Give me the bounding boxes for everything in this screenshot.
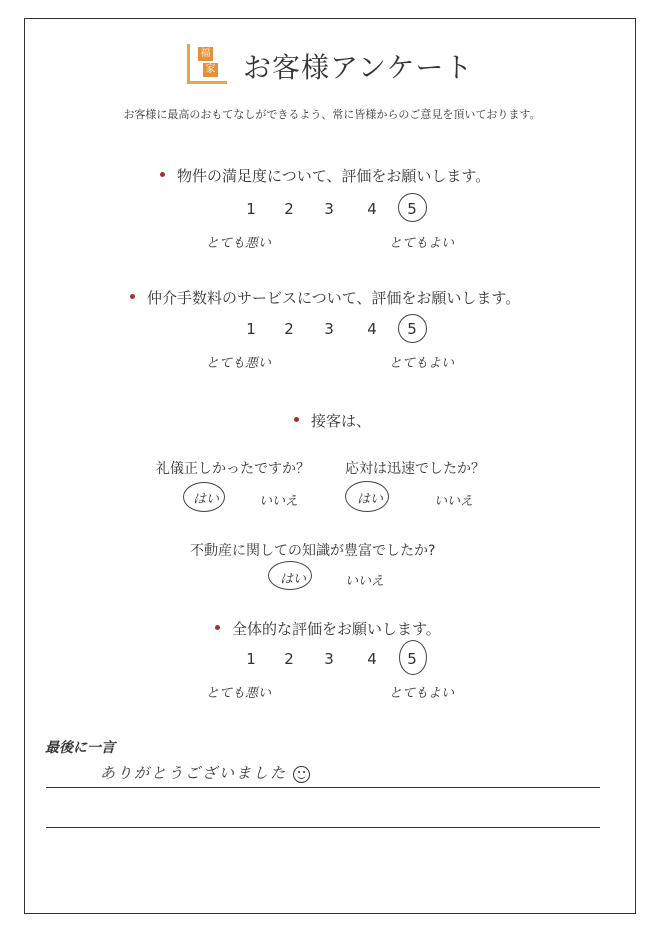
intro-text: お客様に最高のおもてなしができるよう、常に皆様からのご意見を頂いております。 bbox=[123, 108, 541, 121]
rating-option-4[interactable]: 4 bbox=[367, 650, 377, 668]
rating-option-4[interactable]: 4 bbox=[367, 320, 377, 338]
rating-option-2[interactable]: 2 bbox=[284, 650, 294, 668]
rating-option-3[interactable]: 3 bbox=[324, 320, 334, 338]
bullet-icon bbox=[215, 625, 220, 630]
rating-option-1[interactable]: 1 bbox=[246, 320, 256, 338]
rating-option-4[interactable]: 4 bbox=[367, 200, 377, 218]
question-1-text: 物件の満足度について、評価をお願いします。 bbox=[177, 167, 491, 185]
question-1 bbox=[160, 165, 490, 186]
scale-high-label: とてもよい bbox=[389, 236, 455, 251]
answer-no-3a[interactable]: いいえ bbox=[259, 494, 299, 509]
rating-option-1[interactable]: 1 bbox=[246, 200, 256, 218]
selection-circle bbox=[398, 314, 427, 343]
selection-circle bbox=[183, 482, 225, 512]
rating-option-5[interactable]: 5 bbox=[407, 650, 417, 668]
rating-scale-2 bbox=[0, 320, 664, 340]
logo-bottom-char: 家 bbox=[203, 63, 218, 77]
question-2 bbox=[130, 287, 520, 308]
comment-line bbox=[46, 787, 600, 788]
rating-option-2[interactable]: 2 bbox=[284, 200, 294, 218]
rating-option-5[interactable]: 5 bbox=[407, 320, 417, 338]
answer-no-3c[interactable]: いいえ bbox=[345, 574, 385, 589]
answer-yes-3b[interactable]: はい bbox=[357, 492, 384, 507]
answer-yes-3c[interactable]: はい bbox=[280, 572, 307, 587]
logo-top-char: 福 bbox=[198, 47, 213, 61]
rating-option-3[interactable]: 3 bbox=[324, 650, 334, 668]
bullet-icon bbox=[294, 417, 299, 422]
selection-circle bbox=[399, 640, 427, 675]
rating-option-2[interactable]: 2 bbox=[284, 320, 294, 338]
scale-high-label: とてもよい bbox=[389, 686, 455, 701]
question-2-text: 仲介手数料のサービスについて、評価をお願いします。 bbox=[147, 289, 521, 307]
selection-circle bbox=[345, 481, 389, 512]
rating-option-5[interactable]: 5 bbox=[407, 200, 417, 218]
selection-circle bbox=[398, 193, 427, 222]
comment-line bbox=[46, 827, 600, 828]
comment-text: ありがとうございました bbox=[100, 764, 288, 782]
scale-low-label: とても悪い bbox=[206, 356, 272, 371]
rating-scale-4 bbox=[0, 650, 664, 670]
answer-yes-3a[interactable]: はい bbox=[193, 492, 220, 507]
company-logo bbox=[187, 44, 227, 84]
page-title: お客様アンケート bbox=[243, 51, 474, 84]
bullet-icon bbox=[130, 294, 135, 299]
answer-no-3b[interactable]: いいえ bbox=[434, 494, 474, 509]
scale-low-label: とても悪い bbox=[206, 686, 272, 701]
question-3b-text: 応対は迅速でしたか？ bbox=[345, 461, 485, 477]
question-4-text: 全体的な評価をお願いします。 bbox=[232, 620, 441, 638]
rating-scale-1 bbox=[0, 200, 664, 220]
rating-option-3[interactable]: 3 bbox=[324, 200, 334, 218]
selection-circle bbox=[268, 561, 312, 590]
smiley-icon bbox=[293, 766, 310, 783]
comment-label: 最後に一言 bbox=[45, 740, 115, 756]
bullet-icon bbox=[160, 172, 165, 177]
question-3a-text: 礼儀正しかったですか？ bbox=[156, 461, 310, 477]
scale-high-label: とてもよい bbox=[389, 356, 455, 371]
question-4 bbox=[215, 618, 441, 639]
scale-low-label: とても悪い bbox=[206, 236, 272, 251]
rating-option-1[interactable]: 1 bbox=[246, 650, 256, 668]
question-3 bbox=[294, 410, 371, 431]
question-3c-text: 不動産に関しての知識が豊富でしたか? bbox=[190, 543, 436, 559]
question-3-text: 接客は、 bbox=[311, 412, 372, 430]
comment-input[interactable] bbox=[100, 762, 310, 783]
